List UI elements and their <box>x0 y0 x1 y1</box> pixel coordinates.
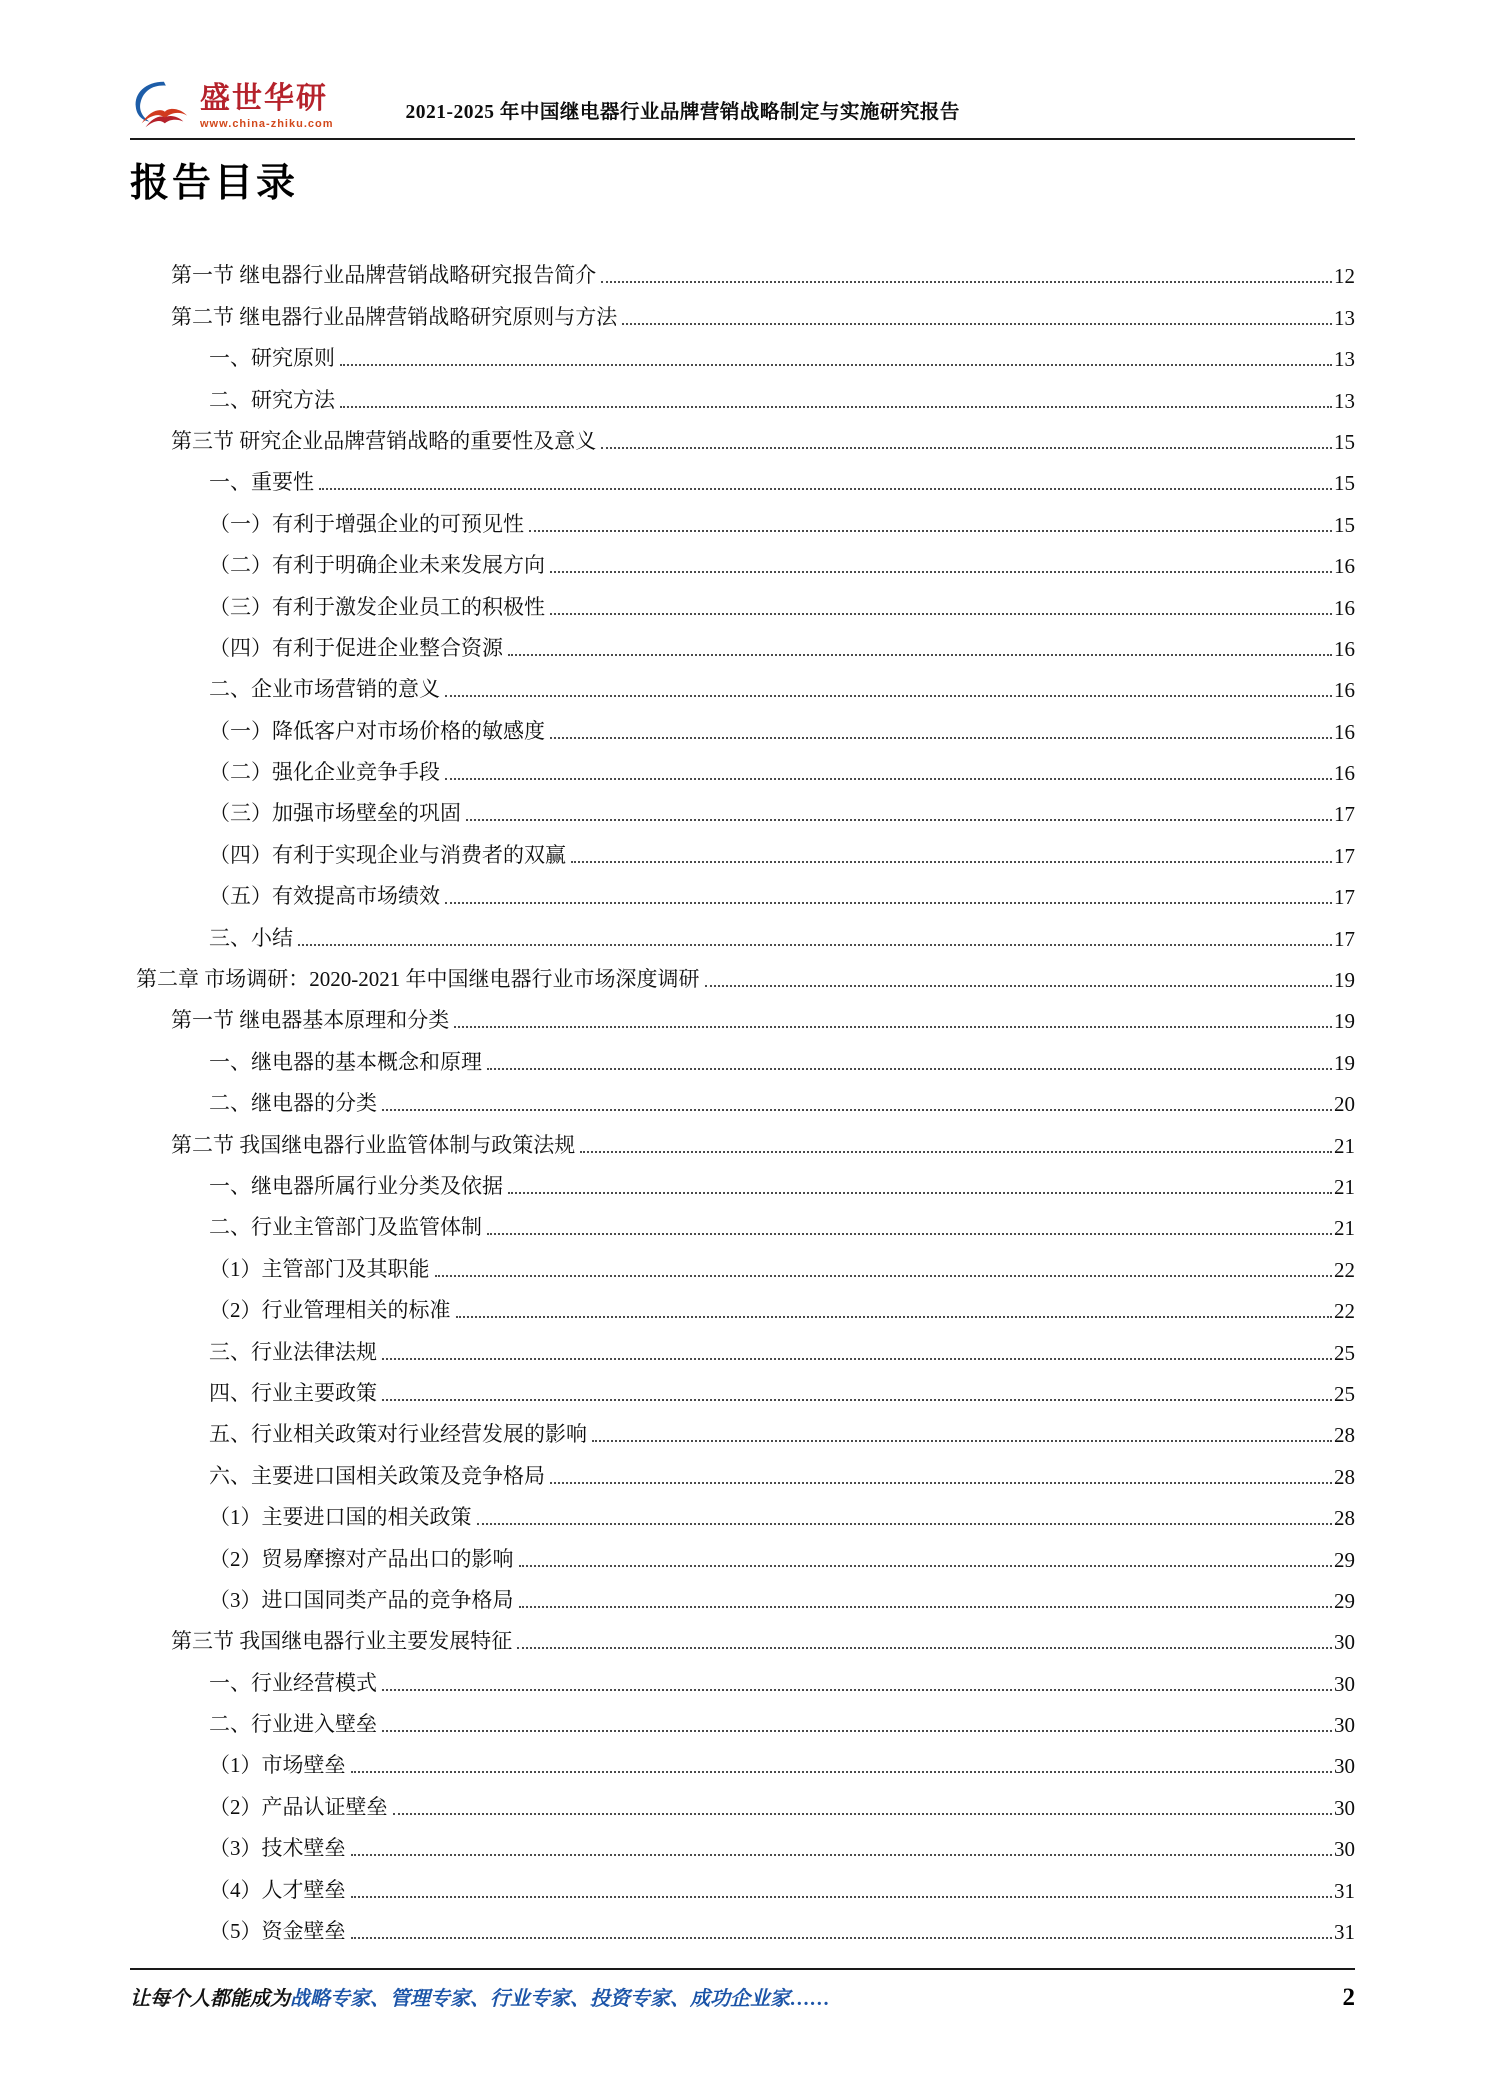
toc-entry-title: 第二节 继电器行业品牌营销战略研究原则与方法 <box>171 304 618 329</box>
toc-dotted-leader <box>529 530 1332 532</box>
toc-page-number: 30 <box>1334 1713 1355 1738</box>
toc-dotted-leader <box>351 1937 1333 1939</box>
toc-row <box>209 873 1355 914</box>
toc-row <box>171 293 1355 334</box>
toc-page-number: 15 <box>1334 429 1355 454</box>
toc-dotted-leader <box>393 1813 1333 1815</box>
toc-page-number: 13 <box>1334 305 1355 330</box>
toc-entry-title: （2）产品认证壁垒 <box>209 1794 388 1819</box>
toc-dotted-leader <box>550 737 1332 739</box>
toc-row <box>209 1038 1355 1079</box>
toc-row <box>209 1452 1355 1493</box>
toc-dotted-leader <box>508 1192 1332 1194</box>
toc-row <box>209 542 1355 583</box>
toc-page-number: 16 <box>1334 554 1355 579</box>
toc-row <box>209 790 1355 831</box>
toc-row <box>209 1411 1355 1452</box>
toc-entry-title: （三）有利于激发企业员工的积极性 <box>209 594 545 619</box>
toc-entry-title: （一）有利于增强企业的可预见性 <box>209 511 524 536</box>
toc-entry-title: （一）降低客户对市场价格的敏感度 <box>209 718 545 743</box>
toc-entry-title: 四、行业主要政策 <box>209 1380 377 1405</box>
toc-entry-title: 二、行业主管部门及监管体制 <box>209 1215 482 1240</box>
toc-row <box>209 914 1355 955</box>
toc-page-number: 20 <box>1334 1092 1355 1117</box>
toc-entry-title: （1）主管部门及其职能 <box>209 1256 430 1281</box>
toc-dotted-leader <box>550 571 1332 573</box>
toc-row <box>209 335 1355 376</box>
toc-page-number: 15 <box>1334 471 1355 496</box>
toc-dotted-leader <box>466 819 1332 821</box>
toc-entry-title: 第二节 我国继电器行业监管体制与政策法规 <box>171 1132 576 1157</box>
toc-entry-title: （二）强化企业竞争手段 <box>209 760 440 785</box>
toc-row <box>171 418 1355 459</box>
toc-entry-title: 第一节 继电器基本原理和分类 <box>171 1008 450 1033</box>
toc-entry-title: （1）主要进口国的相关政策 <box>209 1505 472 1530</box>
toc-row <box>209 1245 1355 1286</box>
toc-row <box>209 1080 1355 1121</box>
toc-dotted-leader <box>601 447 1332 449</box>
toc-row <box>209 749 1355 790</box>
toc-page-number: 17 <box>1334 926 1355 951</box>
brand-url: www.china-zhiku.com <box>200 118 334 130</box>
toc-page-number: 30 <box>1334 1671 1355 1696</box>
toc-row <box>209 1742 1355 1783</box>
toc-dotted-leader <box>351 1854 1333 1856</box>
toc-row <box>209 1659 1355 1700</box>
toc-entry-title: 三、小结 <box>209 925 293 950</box>
toc-row <box>209 1535 1355 1576</box>
toc-dotted-leader <box>319 488 1332 490</box>
toc-dotted-leader <box>298 944 1332 946</box>
toc-entry-title: 二、研究方法 <box>209 387 335 412</box>
toc-row <box>209 1163 1355 1204</box>
toc-row <box>209 1494 1355 1535</box>
toc-row <box>171 252 1355 293</box>
toc-entry-title: 五、行业相关政策对行业经营发展的影响 <box>209 1422 587 1447</box>
toc-page-number: 16 <box>1334 719 1355 744</box>
page-header <box>130 78 1355 140</box>
toc-row <box>209 1825 1355 1866</box>
report-title: 2021-2025 年中国继电器行业品牌营销战略制定与实施研究报告 <box>405 102 960 123</box>
toc-dotted-leader <box>454 1026 1332 1028</box>
toc-dotted-leader <box>382 1689 1332 1691</box>
toc-dotted-leader <box>705 985 1333 987</box>
footer-slogan-highlight: 战略专家、管理专家、行业专家、投资专家、成功企业家…… <box>290 1988 830 2010</box>
toc-entry-title: （三）加强市场壁垒的巩固 <box>209 801 461 826</box>
toc-row <box>209 1701 1355 1742</box>
page-footer <box>130 1968 1355 2012</box>
toc-page-number: 21 <box>1334 1133 1355 1158</box>
toc-page-number: 31 <box>1334 1878 1355 1903</box>
toc-row <box>171 997 1355 1038</box>
footer-slogan-prefix: 让每个人都能成为 <box>130 1988 290 2010</box>
toc-row <box>209 1287 1355 1328</box>
toc-entry-title: （3）进口国同类产品的竞争格局 <box>209 1587 514 1612</box>
toc-page-number: 30 <box>1334 1795 1355 1820</box>
toc-entry-title: 六、主要进口国相关政策及竞争格局 <box>209 1463 545 1488</box>
toc-page-number: 21 <box>1334 1174 1355 1199</box>
toc-row <box>209 1370 1355 1411</box>
toc-row <box>171 1618 1355 1659</box>
toc-dotted-leader <box>571 861 1332 863</box>
toc-entry-title: （1）市场壁垒 <box>209 1753 346 1778</box>
toc-page-number: 22 <box>1334 1299 1355 1324</box>
toc-row <box>209 1783 1355 1824</box>
toc-page-number: 16 <box>1334 595 1355 620</box>
toc-entry-title: （二）有利于明确企业未来发展方向 <box>209 553 545 578</box>
toc-dotted-leader <box>340 364 1332 366</box>
toc-row <box>209 831 1355 872</box>
toc-entry-title: 一、继电器所属行业分类及依据 <box>209 1173 503 1198</box>
toc-dotted-leader <box>351 1896 1333 1898</box>
toc-dotted-leader <box>601 281 1332 283</box>
toc-dotted-leader <box>435 1275 1333 1277</box>
toc-page-number: 22 <box>1334 1257 1355 1282</box>
toc-dotted-leader <box>519 1606 1333 1608</box>
toc-entry-title: 第二章 市场调研：2020-2021 年中国继电器行业市场深度调研 <box>136 967 700 992</box>
toc-dotted-leader <box>382 1399 1332 1401</box>
toc-row <box>209 1866 1355 1907</box>
toc-dotted-leader <box>351 1771 1333 1773</box>
toc-row <box>209 666 1355 707</box>
toc-page-number: 16 <box>1334 761 1355 786</box>
toc-entry-title: 二、行业进入壁垒 <box>209 1712 377 1737</box>
brand-logo <box>130 78 334 132</box>
toc-dotted-leader <box>445 695 1332 697</box>
toc-page-number: 13 <box>1334 388 1355 413</box>
brand-name: 盛世华研 <box>200 82 328 115</box>
toc-page-number: 12 <box>1334 264 1355 289</box>
toc-entry-title: （2）行业管理相关的标准 <box>209 1298 451 1323</box>
toc-entry-title: （四）有利于实现企业与消费者的双赢 <box>209 842 566 867</box>
toc-page-number: 29 <box>1334 1588 1355 1613</box>
toc-page-number: 30 <box>1334 1837 1355 1862</box>
toc-dotted-leader <box>456 1316 1333 1318</box>
toc-dotted-leader <box>580 1151 1332 1153</box>
toc-dotted-leader <box>487 1233 1332 1235</box>
toc-dotted-leader <box>487 1068 1332 1070</box>
open-book-swoosh-icon <box>130 78 192 132</box>
toc-dotted-leader <box>622 323 1332 325</box>
toc-page-number: 16 <box>1334 636 1355 661</box>
toc-entry-title: （5）资金壁垒 <box>209 1919 346 1944</box>
toc-entry-title: 一、继电器的基本概念和原理 <box>209 1049 482 1074</box>
toc-entry-title: （3）技术壁垒 <box>209 1836 346 1861</box>
toc-dotted-leader <box>550 613 1332 615</box>
toc-row <box>209 459 1355 500</box>
toc-page-number: 16 <box>1334 678 1355 703</box>
toc-dotted-leader <box>382 1358 1332 1360</box>
toc-page-number: 30 <box>1334 1754 1355 1779</box>
toc-entry-title: 第三节 我国继电器行业主要发展特征 <box>171 1629 513 1654</box>
toc-page-number: 30 <box>1334 1630 1355 1655</box>
toc-page-number: 28 <box>1334 1464 1355 1489</box>
toc-page-number: 28 <box>1334 1423 1355 1448</box>
toc-dotted-leader <box>382 1730 1332 1732</box>
toc-page-number: 19 <box>1334 1009 1355 1034</box>
toc-page-number: 31 <box>1334 1920 1355 1945</box>
toc-entry-title: （四）有利于促进企业整合资源 <box>209 635 503 660</box>
toc-dotted-leader <box>445 902 1332 904</box>
toc-page-number: 28 <box>1334 1506 1355 1531</box>
toc-dotted-leader <box>477 1523 1333 1525</box>
toc-page-number: 25 <box>1334 1381 1355 1406</box>
toc-entry-title: （4）人才壁垒 <box>209 1877 346 1902</box>
toc-entry-title: 一、重要性 <box>209 470 314 495</box>
toc-dotted-leader <box>508 654 1332 656</box>
toc-dotted-leader <box>445 778 1332 780</box>
toc-row <box>209 583 1355 624</box>
toc-row <box>209 376 1355 417</box>
toc-row <box>209 1328 1355 1369</box>
toc-dotted-leader <box>550 1482 1332 1484</box>
toc-page-number: 17 <box>1334 802 1355 827</box>
toc-entry-title: 第三节 研究企业品牌营销战略的重要性及意义 <box>171 428 597 453</box>
page-title: 报告目录 <box>130 162 299 205</box>
toc-row <box>171 1121 1355 1162</box>
toc <box>130 252 1355 1949</box>
toc-page-number: 17 <box>1334 885 1355 910</box>
footer-page-number: 2 <box>1342 1984 1355 2011</box>
toc-page-number: 19 <box>1334 968 1355 993</box>
toc-dotted-leader <box>592 1440 1332 1442</box>
toc-entry-title: 三、行业法律法规 <box>209 1339 377 1364</box>
toc-dotted-leader <box>340 406 1332 408</box>
toc-page-number: 19 <box>1334 1050 1355 1075</box>
toc-page-number: 15 <box>1334 512 1355 537</box>
toc-row <box>209 707 1355 748</box>
toc-row <box>209 1908 1355 1949</box>
toc-row <box>136 956 1355 997</box>
toc-entry-title: （2）贸易摩擦对产品出口的影响 <box>209 1546 514 1571</box>
toc-row <box>209 1204 1355 1245</box>
toc-entry-title: （五）有效提高市场绩效 <box>209 884 440 909</box>
toc-page-number: 29 <box>1334 1547 1355 1572</box>
toc-entry-title: 二、继电器的分类 <box>209 1091 377 1116</box>
toc-entry-title: 二、企业市场营销的意义 <box>209 677 440 702</box>
toc-dotted-leader <box>382 1109 1332 1111</box>
toc-page-number: 13 <box>1334 347 1355 372</box>
toc-dotted-leader <box>519 1565 1333 1567</box>
toc-page-number: 21 <box>1334 1216 1355 1241</box>
toc-row <box>209 1577 1355 1618</box>
toc-page-number: 25 <box>1334 1340 1355 1365</box>
toc-entry-title: 一、研究原则 <box>209 346 335 371</box>
toc-row <box>209 500 1355 541</box>
toc-entry-title: 一、行业经营模式 <box>209 1670 377 1695</box>
toc-row <box>209 625 1355 666</box>
brand-text <box>200 84 334 132</box>
toc-page-number: 17 <box>1334 843 1355 868</box>
toc-entry-title: 第一节 继电器行业品牌营销战略研究报告简介 <box>171 263 597 288</box>
toc-dotted-leader <box>517 1647 1332 1649</box>
